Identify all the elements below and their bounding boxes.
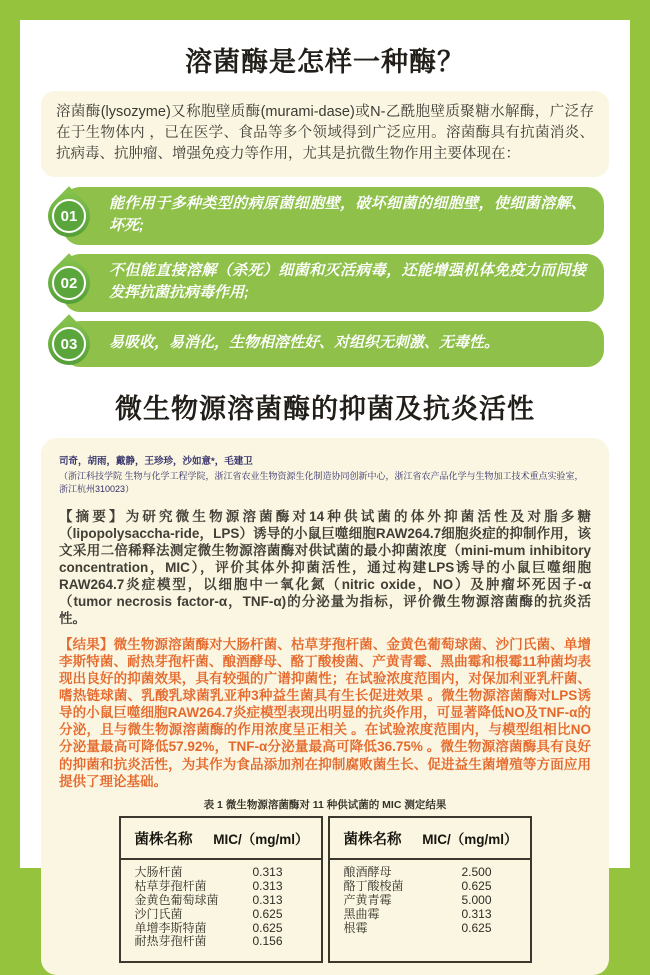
list-item — [48, 254, 604, 312]
column-header-mic: MIC/（mg/ml） — [422, 832, 518, 848]
affiliation-line: （浙江科技学院 生物与化学工程学院，浙江省农业生物资源生化制造协同创新中心，浙江省农产品化学与生物加工技术重点实验室，浙江杭州310023） — [59, 470, 584, 494]
strain-name: 黑曲霉 — [343, 906, 380, 921]
strain-name: 酿酒酵母 — [343, 864, 392, 879]
table-body — [330, 860, 530, 961]
point-number: 02 — [52, 266, 86, 300]
table-row — [344, 894, 520, 908]
strain-name: 沙门氏菌 — [134, 906, 183, 921]
table-row — [135, 880, 311, 894]
list-item — [48, 321, 604, 367]
table-caption: 表 1 微生物源溶菌酶对 11 种供试菌的 MIC 测定结果 — [203, 798, 447, 811]
table-row — [344, 866, 520, 880]
point-banner: 易吸收，易消化，生物相溶性好、对组织无刺激、无毒性。 — [63, 321, 604, 367]
mic-value: 2.500 — [461, 864, 492, 879]
table-row — [135, 908, 311, 922]
results-paragraph: 【结果】微生物源溶菌酶对大肠杆菌、枯草芽孢杆菌、金黄色葡萄球菌、沙门氏菌、单增李斯特菌、耐热芽孢杆菌、酿酒酵母、酪丁酸梭菌、产黄青霉、黑曲霉和根霉11种菌均表现出良好的抑菌效果，具有较强的广谱抑菌性；在试验浓度范围内，对保加利亚乳杆菌、嗜热链球菌、乳酸乳球菌乳亚种3种益生菌具有生长促进效果 。微生物源溶菌酶对LPS诱导的小鼠巨噬细胞RAW264.7炎症模型表现出明显的抗炎作用，可显著降低NO及TNF-α的分泌，且与微生物源溶菌酶的作用浓度呈正相关 。在试验浓度范围内，与模型组相比NO分泌量最高可降低57.92%，TNF-α分泌量最高可降低36.75% 。微生物源溶菌酶具有良好的抑菌和抗炎活性，为其作为食品添加剂在抑制腐败菌生长、促进益生菌增殖等方面应用提供了理论基础。 — [59, 636, 591, 789]
strain-name: 酪丁酸梭菌 — [343, 878, 404, 893]
table-row — [135, 935, 311, 949]
mic-value: 0.313 — [252, 864, 283, 879]
table-row — [135, 866, 311, 880]
strain-name: 单增李斯特菌 — [134, 920, 207, 935]
article-title: 微生物源溶菌酶的抑菌及抗炎活性 — [115, 393, 535, 424]
abstract-paragraph: 【摘要】为研究微生物源溶菌酶对14种供试菌的体外抑菌活性及对脂多糖（lipopolysaccha-ride，LPS）诱导的小鼠巨噬细胞RAW264.7细胞炎症的抑制作用，该文采用二倍稀释法测定微生物源溶菌酶对供试菌的最小抑菌浓度（mini-mum inhibitory concentration，MIC），评价其体外抑菌活性，通过构建LPS诱导的小鼠巨噬细胞RAW264.7炎症模型，以细胞中一氧化氮（nitric oxide，NO）及肿瘤坏死因子-α（tumor necrosis factor-α，TNF-α)的分泌量为指标，评价微生物源溶菌酶的抗炎活性。 — [59, 508, 591, 627]
column-header-mic: MIC/（mg/ml） — [213, 832, 309, 848]
list-item — [48, 187, 604, 245]
table-header-row — [121, 818, 321, 860]
page-title: 溶菌酶是怎样一种酶？ — [185, 47, 465, 77]
mic-value: 0.313 — [252, 892, 283, 907]
authors-line: 司奇，胡雨，戴静，王珍珍，沙如意*，毛建卫 — [59, 455, 253, 467]
column-header-strain: 菌株名称 — [343, 831, 402, 848]
mic-value: 0.313 — [461, 906, 492, 921]
paper-panel — [41, 438, 609, 975]
table-header-row — [330, 818, 530, 860]
mic-value: 0.625 — [252, 906, 283, 921]
mic-value: 0.156 — [252, 934, 283, 949]
point-banner: 不但能直接溶解（杀死）细菌和灭活病毒，还能增强机体免疫力而间接发挥抗菌抗病毒作用; — [63, 254, 604, 312]
strain-name: 产黄青霉 — [343, 892, 392, 907]
table-body — [121, 860, 321, 961]
key-points-list — [48, 187, 604, 367]
table-row — [344, 908, 520, 922]
strain-name: 耐热芽孢杆菌 — [134, 934, 207, 949]
strain-name: 根霉 — [343, 920, 368, 935]
point-number: 03 — [52, 327, 86, 361]
mic-table-left — [119, 816, 323, 963]
mic-value: 5.000 — [461, 892, 492, 907]
mic-value: 0.625 — [252, 920, 283, 935]
intro-paragraph: 溶菌酶(lysozyme)又称胞壁质酶(murami-dase)或N-乙酰胞壁质聚糖水解酶，广泛存在于生物体内 ，已在医学、食品等多个领域得到广泛应用。溶菌酶具有抗菌消炎、抗病毒、抗肿瘤、增强免疫力等作用，尤其是抗微生物作用主要体现在： — [41, 91, 609, 177]
mic-value: 0.313 — [252, 878, 283, 893]
mic-table-right — [328, 816, 532, 963]
table-row — [344, 880, 520, 894]
strain-name: 金黄色葡萄球菌 — [134, 892, 219, 907]
mic-value: 0.625 — [461, 878, 492, 893]
table-row — [344, 922, 520, 936]
poster-sheet — [20, 20, 630, 949]
column-header-strain: 菌株名称 — [134, 831, 193, 848]
point-banner: 能作用于多种类型的病原菌细胞壁，破坏细菌的细胞壁，使细菌溶解、坏死; — [63, 187, 604, 245]
strain-name: 枯草芽孢杆菌 — [134, 878, 207, 893]
table-row — [135, 894, 311, 908]
point-number: 01 — [52, 199, 86, 233]
strain-name: 大肠杆菌 — [134, 864, 183, 879]
mic-value: 0.625 — [461, 920, 492, 935]
mic-table — [59, 816, 591, 963]
